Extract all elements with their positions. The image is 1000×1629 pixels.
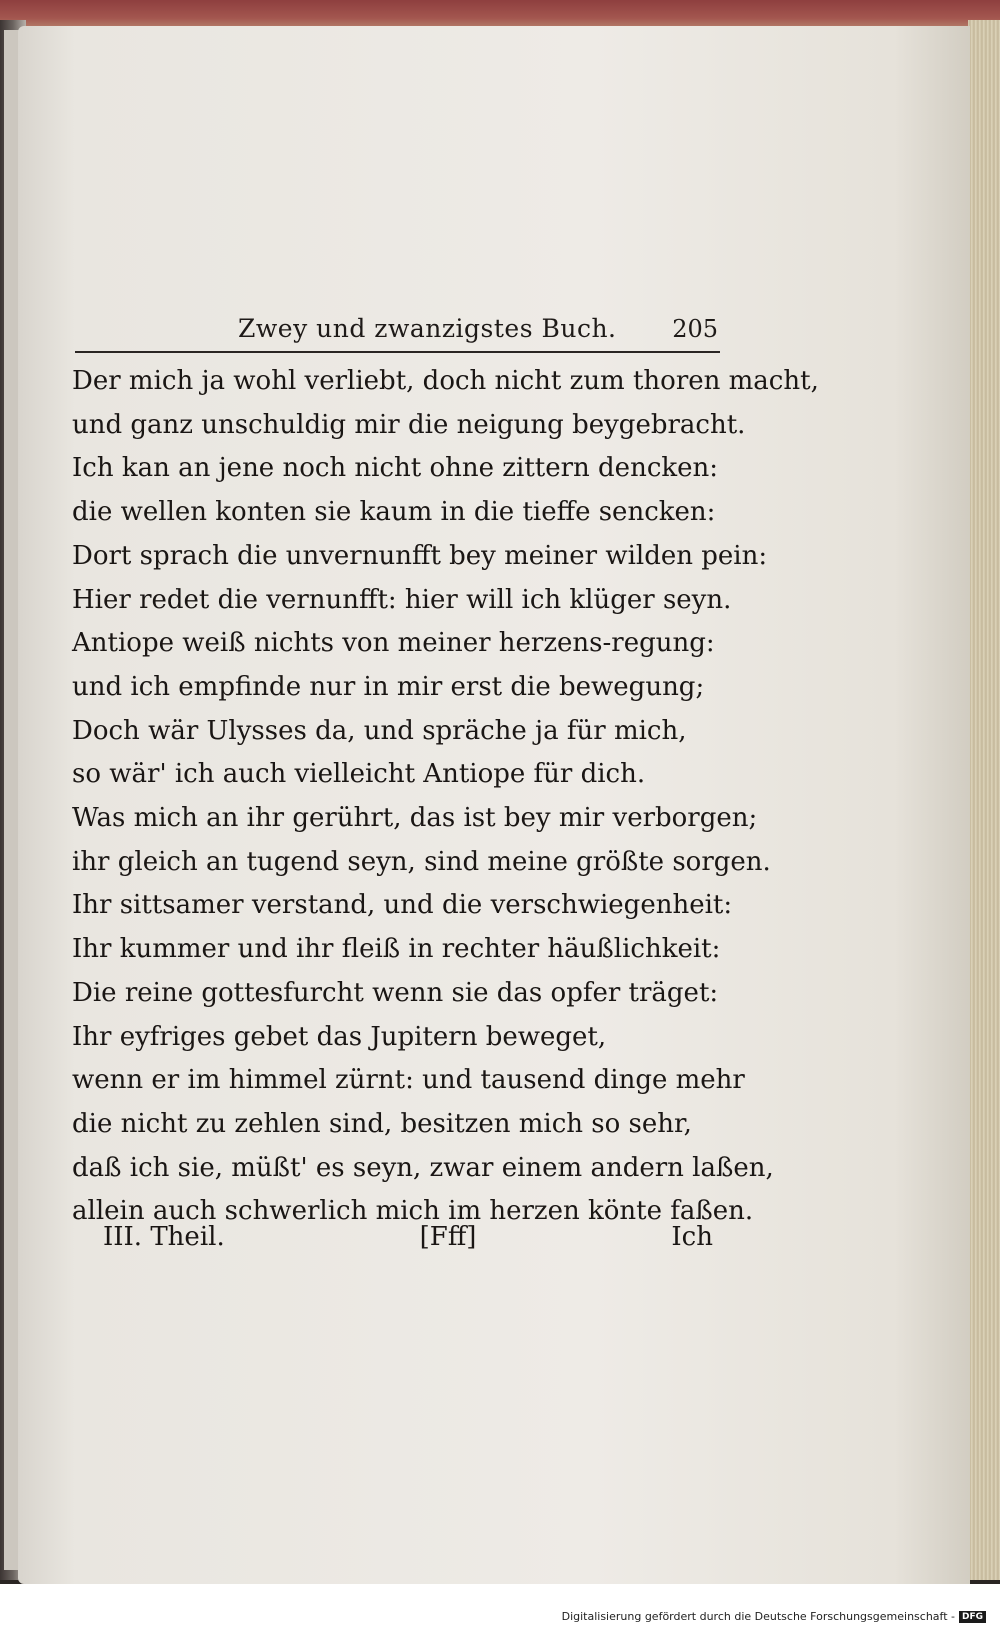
verse-line: und ganz unschuldig mir die neigung beygebracht. — [72, 409, 746, 440]
header-rule — [75, 351, 720, 353]
volume-label: III. Theil. — [103, 1222, 225, 1252]
verse-line: Die reine gottesfurcht wenn sie das opfer träget: — [72, 977, 719, 1008]
verse-line: Hier redet die vernunfft: hier will ich klüger seyn. — [72, 584, 732, 615]
verse-line: Ihr kummer und ihr fleiß in rechter häußlichkeit: — [72, 934, 721, 965]
verse-line: Dort sprach die unvernunfft bey meiner wilden pein: — [72, 540, 768, 571]
verse-line: Was mich an ihr gerührt, das ist bey mir verborgen; — [72, 803, 758, 834]
verse-line: Ihr sittsamer verstand, und die verschwiegenheit: — [72, 890, 733, 921]
page-header — [238, 305, 718, 343]
verse-line: und ich empfinde nur in mir erst die bewegung; — [72, 671, 705, 702]
credit-text: Digitalisierung gefördert durch die Deutsche Forschungsgemeinschaft - — [561, 1610, 955, 1623]
dfg-logo: DFG — [959, 1611, 986, 1623]
running-title: Zwey und zwanzigstes Buch. — [238, 314, 617, 343]
verse-line: wenn er im himmel zürnt: und tausend dinge mehr — [72, 1065, 745, 1096]
verse-block — [72, 360, 819, 1234]
page-number: 205 — [672, 315, 718, 343]
page-footer — [103, 1222, 713, 1252]
verse-line: Ich kan an jene noch nicht ohne zittern dencken: — [72, 453, 719, 484]
verse-line: daß ich sie, müßt' es seyn, zwar einem andern laßen, — [72, 1152, 774, 1183]
verse-line: die wellen konten sie kaum in die tieffe sencken: — [72, 497, 716, 528]
verse-line: Ihr eyfriges gebet das Jupitern beweget, — [72, 1021, 607, 1052]
verse-line: Der mich ja wohl verliebt, doch nicht zum thoren macht, — [72, 366, 819, 396]
signature-mark: [Fff] — [419, 1222, 477, 1252]
verse-line: allein auch schwerlich mich im herzen könte faßen. — [72, 1196, 754, 1227]
page-block-edge — [968, 20, 1000, 1580]
verse-line: die nicht zu zehlen sind, besitzen mich so sehr, — [72, 1108, 692, 1139]
catchword: Ich — [671, 1222, 713, 1252]
verse-line: ihr gleich an tugend seyn, sind meine größte sorgen. — [72, 846, 771, 877]
verse-line: Antiope weiß nichts von meiner herzens-regung: — [72, 628, 715, 659]
verse-line: so wär' ich auch vielleicht Antiope für dich. — [72, 759, 646, 790]
verse-line: Doch wär Ulysses da, und spräche ja für mich, — [72, 715, 687, 746]
digitization-credit — [562, 1610, 986, 1623]
